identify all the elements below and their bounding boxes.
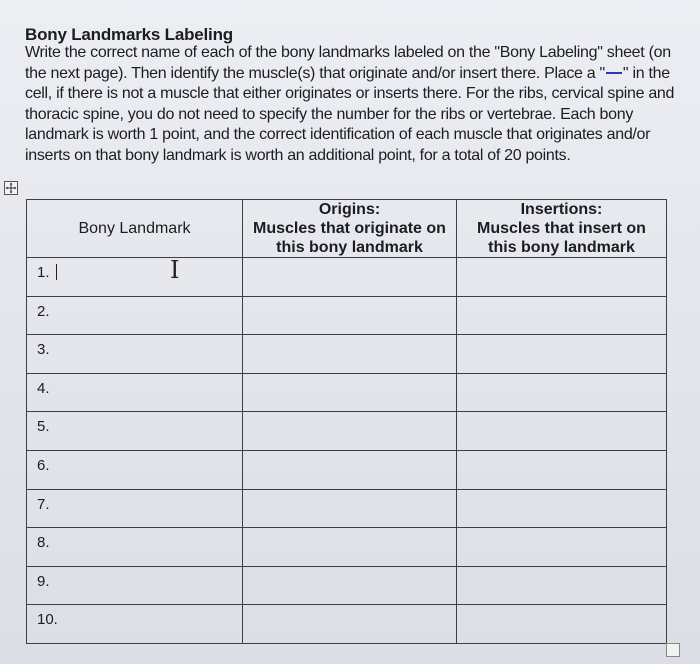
landmark-cell[interactable] xyxy=(27,412,243,451)
landmark-cell[interactable] xyxy=(27,335,243,374)
origins-cell[interactable] xyxy=(243,450,457,489)
text-cursor-icon: I xyxy=(170,256,180,284)
landmarks-table xyxy=(26,199,667,644)
insertions-cell[interactable] xyxy=(457,335,667,374)
landmark-cell[interactable] xyxy=(27,373,243,412)
origins-cell[interactable] xyxy=(243,489,457,528)
header-insertions xyxy=(457,200,667,258)
table-row xyxy=(27,258,667,297)
insertions-cell[interactable] xyxy=(457,605,667,644)
landmark-cell[interactable] xyxy=(27,450,243,489)
instructions-paragraph xyxy=(25,43,690,166)
row-number: 4. xyxy=(37,379,50,397)
header-origins-title: Origins: xyxy=(318,201,381,218)
table-row xyxy=(27,335,667,374)
origins-cell[interactable] xyxy=(243,258,457,297)
table-row xyxy=(27,296,667,335)
landmark-cell[interactable] xyxy=(27,566,243,605)
insertions-cell[interactable] xyxy=(457,528,667,567)
insertions-cell[interactable] xyxy=(457,373,667,412)
origins-cell[interactable] xyxy=(243,373,457,412)
table-row xyxy=(27,566,667,605)
origins-cell[interactable] xyxy=(243,412,457,451)
header-origins xyxy=(243,200,457,258)
row-number: 9. xyxy=(37,572,50,590)
table-row xyxy=(27,412,667,451)
insertions-cell[interactable] xyxy=(457,258,667,297)
document-title: Bony Landmarks Labeling xyxy=(25,25,233,44)
insertions-cell[interactable] xyxy=(457,450,667,489)
header-insertions-title: Insertions: xyxy=(520,201,603,218)
origins-cell[interactable] xyxy=(243,528,457,567)
insertions-cell[interactable] xyxy=(457,296,667,335)
table-row xyxy=(27,450,667,489)
table-move-handle-icon[interactable] xyxy=(4,181,18,195)
landmark-cell[interactable] xyxy=(27,296,243,335)
row-number: 2. xyxy=(37,302,50,320)
table-resize-handle-icon[interactable] xyxy=(666,643,680,657)
origins-cell[interactable] xyxy=(243,605,457,644)
insertions-cell[interactable] xyxy=(457,412,667,451)
landmark-cell[interactable] xyxy=(27,605,243,644)
insertions-cell[interactable] xyxy=(457,566,667,605)
header-origins-subtitle: Muscles that originate on this bony landmark xyxy=(253,220,446,256)
header-bony-landmark: Bony Landmark xyxy=(27,200,243,258)
instructions-part-2: " in the cell, if there is not a muscle that either originates or inserts there. For the ribs, cervical spine and thoracic spine, you do not need to specify the number for the ribs or vertebrae. Each bony landmark is worth 1 point, and the correct identification of each muscle that originates and/or inserts on that bony landmark is worth an additional point, for a total of 20 points. xyxy=(25,64,675,164)
origins-cell[interactable] xyxy=(243,566,457,605)
row-number: 3. xyxy=(37,341,50,359)
row-number: 7. xyxy=(37,495,50,513)
landmark-cell[interactable] xyxy=(27,258,243,297)
table-row xyxy=(27,605,667,644)
row-number: 1. xyxy=(37,264,50,281)
table-header-row xyxy=(27,200,667,258)
text-caret xyxy=(56,264,57,280)
row-number: 6. xyxy=(37,456,50,474)
landmark-cell[interactable] xyxy=(27,528,243,567)
row-number: 5. xyxy=(37,418,50,436)
origins-cell[interactable] xyxy=(243,296,457,335)
row-number: 10. xyxy=(37,611,58,629)
instructions-part-1: Write the correct name of each of the bony landmarks labeled on the "Bony Labeling" sheet (on the next page). Then identify the muscle(s) that originate and/or insert there. Place a " xyxy=(25,44,671,82)
insertions-cell[interactable] xyxy=(457,489,667,528)
row-number: 8. xyxy=(37,534,50,552)
origins-cell[interactable] xyxy=(243,335,457,374)
table-row xyxy=(27,489,667,528)
header-insertions-subtitle: Muscles that insert on this bony landmark xyxy=(477,220,646,256)
dash-marker xyxy=(606,72,622,74)
table-row xyxy=(27,373,667,412)
table-row xyxy=(27,528,667,567)
landmark-cell[interactable] xyxy=(27,489,243,528)
